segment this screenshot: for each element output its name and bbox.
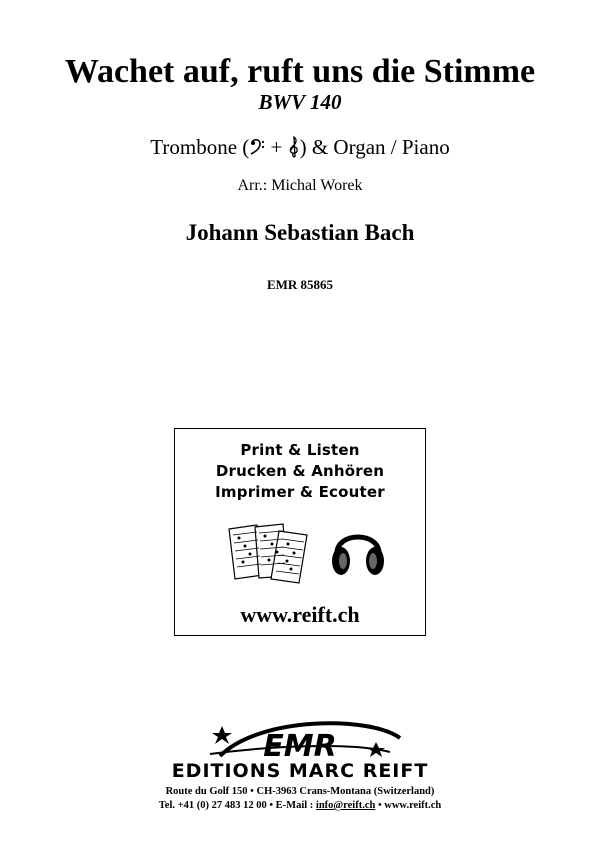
promo-line-fr: Imprimer & Ecouter	[215, 483, 385, 501]
promo-line-de: Drucken & Anhören	[215, 462, 385, 480]
treble-clef-icon	[288, 135, 300, 159]
instrumentation-plus: +	[265, 135, 288, 159]
promo-line-en: Print & Listen	[240, 441, 360, 459]
email-link[interactable]: info@reift.ch	[315, 800, 376, 811]
print-listen-box	[174, 428, 426, 636]
publisher-address: Route du Golf 150 • CH-3963 Crans-Montana (Switzerland)	[165, 786, 435, 797]
publisher-contact	[0, 799, 600, 812]
headphones-icon	[327, 521, 389, 581]
publisher-name: EDITIONS MARC REIFT	[171, 760, 429, 782]
piece-title: Wachet auf, ruft uns die Stimme	[64, 53, 536, 90]
logo-mark: EMR	[263, 729, 337, 764]
sheet-music-icon	[225, 521, 313, 585]
bass-clef-icon	[249, 137, 265, 157]
phone-text: Tel. +41 (0) 27 483 12 00 • E-Mail :	[158, 800, 316, 811]
website-link[interactable]: www.reift.ch	[240, 602, 360, 627]
catalog-number: BWV 140	[258, 90, 342, 114]
instrumentation-prefix: Trombone (	[150, 135, 250, 159]
arranger: Arr.: Michal Worek	[237, 177, 363, 194]
edition-number: EMR 85865	[266, 277, 334, 292]
instrumentation	[0, 134, 600, 160]
instrumentation-suffix: ) & Organ / Piano	[299, 135, 450, 159]
composer: Johann Sebastian Bach	[185, 220, 415, 245]
web-text: • www.reift.ch	[375, 800, 442, 811]
